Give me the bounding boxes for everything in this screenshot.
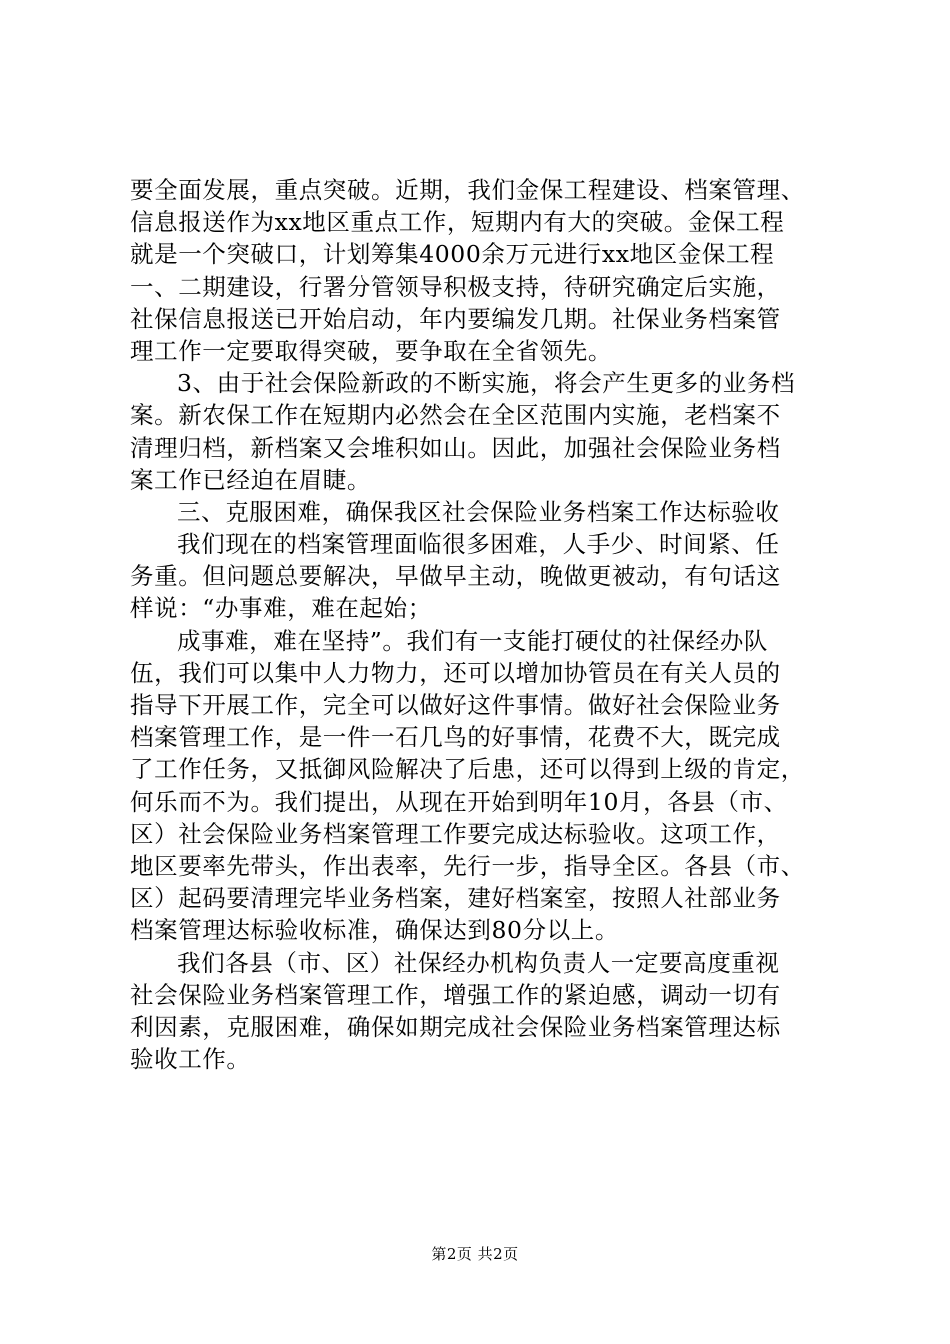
text-line: 了工作任务，又抵御风险解决了后患，还可以得到上级的肯定， (130, 755, 805, 784)
paragraph-start-line: 我们各县（市、区）社保经办机构负责人一定要高度重视 (177, 948, 780, 977)
text-line: 利因素，克服困难，确保如期完成社会保险业务档案管理达标 (130, 1012, 781, 1041)
paragraph-start-line: 3、由于社会保险新政的不断实施，将会产生更多的业务档 (177, 369, 796, 398)
text-line: 档案管理工作，是一件一石几鸟的好事情，花费不大，既完成 (130, 723, 781, 752)
text-line: 就是一个突破口，计划筹集4000余万元进行xx地区金保工程 (130, 240, 775, 269)
section-heading: 三、克服困难，确保我区社会保险业务档案工作达标验收 (177, 497, 780, 526)
text-line: 清理归档，新档案又会堆积如山。因此，加强社会保险业务档 (130, 433, 781, 462)
text-line: 案。新农保工作在短期内必然会在全区范围内实施，老档案不 (130, 401, 781, 430)
text-line: 理工作一定要取得突破，要争取在全省领先。 (130, 336, 612, 365)
text-line: 要全面发展，重点突破。近期，我们金保工程建设、档案管理、 (130, 176, 805, 204)
text-line: 档案管理达标验收标准，确保达到80分以上。 (130, 916, 620, 945)
paragraph-start-line: 成事难，难在坚持”。我们有一支能打硬仗的社保经办队 (177, 626, 769, 655)
text-line: 验收工作。 (130, 1045, 251, 1074)
text-line: 务重。但问题总要解决，早做早主动，晚做更被动，有句话这 (130, 562, 781, 591)
text-line: 地区要率先带头，作出表率，先行一步，指导全区。各县（市、 (130, 851, 805, 880)
text-line: 区）社会保险业务档案管理工作要完成达标验收。这项工作， (130, 819, 781, 848)
document-body (130, 174, 830, 1075)
text-line: 社会保险业务档案管理工作，增强工作的紧迫感，调动一切有 (130, 980, 781, 1009)
text-line: 区）起码要清理完毕业务档案，建好档案室，按照人社部业务 (130, 884, 781, 913)
page-footer (0, 1244, 950, 1264)
text-line: 何乐而不为。我们提出，从现在开始到明年10月，各县（市、 (130, 787, 788, 816)
text-line: 伍，我们可以集中人力物力，还可以增加协管员在有关人员的 (130, 658, 781, 687)
paragraph-start-line: 我们现在的档案管理面临很多困难，人手少、时间紧、任 (177, 530, 780, 559)
text-line: 样说：“办事难，难在起始； (130, 594, 432, 623)
page-number: 第2页 共2页 (431, 1245, 519, 1263)
text-line: 信息报送作为xx地区重点工作，短期内有大的突破。金保工程 (130, 208, 785, 237)
text-line: 指导下开展工作，完全可以做好这件事情。做好社会保险业务 (130, 691, 781, 719)
text-line: 社保信息报送已开始启动，年内要编发几期。社保业务档案管 (130, 304, 781, 333)
text-line: 一、二期建设，行署分管领导积极支持，待研究确定后实施， (130, 272, 781, 301)
text-line: 案工作已经迫在眉睫。 (130, 465, 371, 494)
